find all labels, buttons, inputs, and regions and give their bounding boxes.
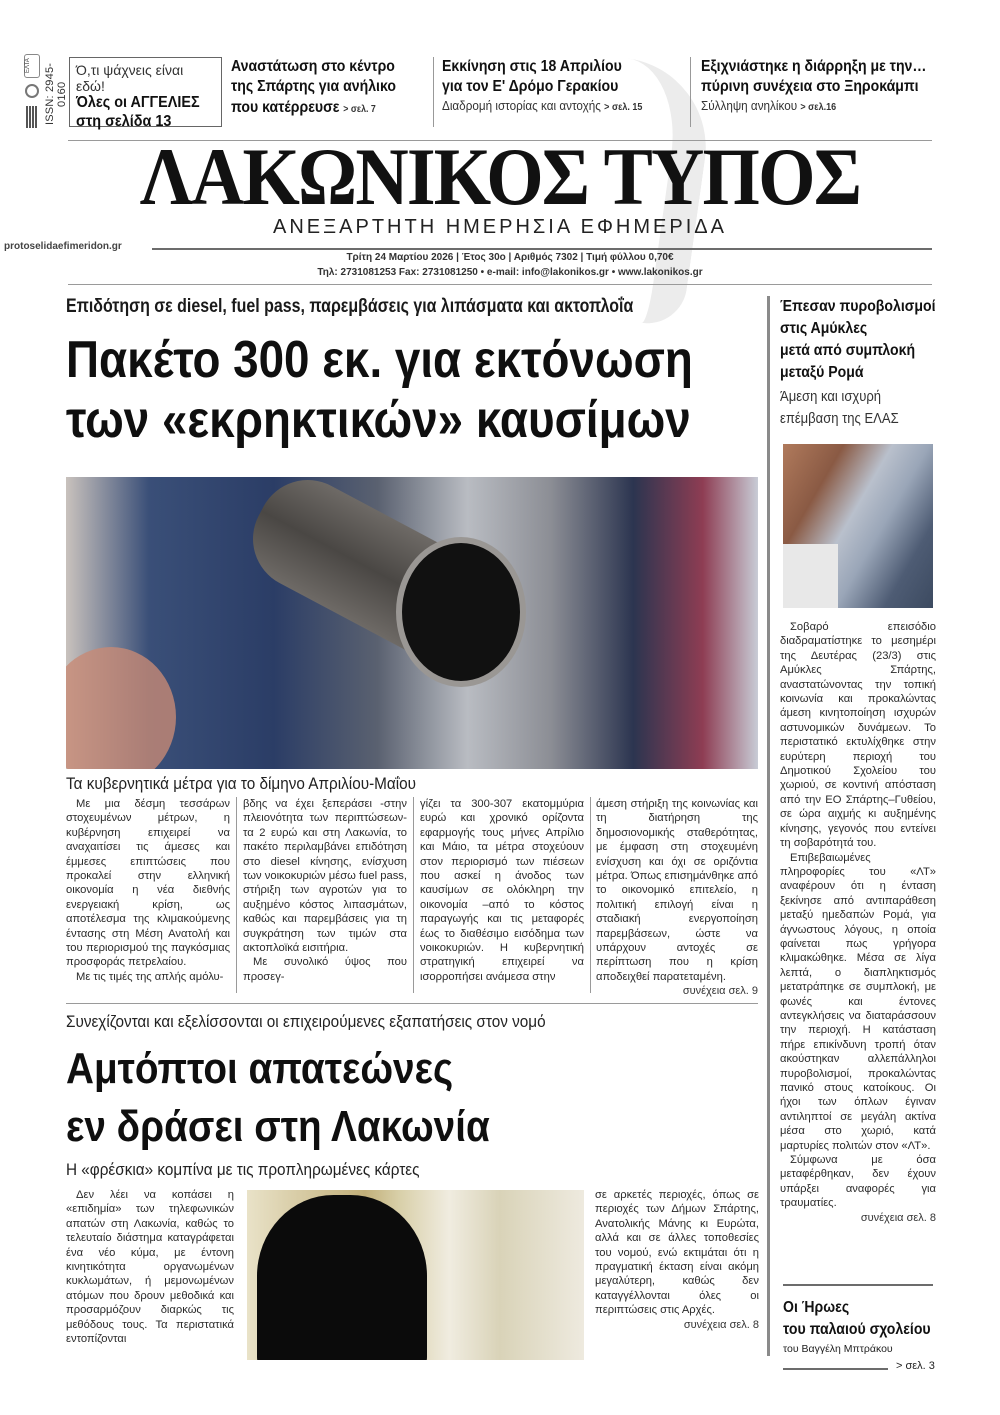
- sidebar-subhead: [780, 386, 899, 430]
- teaser-headline: πύρινη συνέχεια στο Ξηροκάμπι: [701, 78, 919, 96]
- fraud-subhead: Η «φρέσκια» κομπίνα με τις προπληρωμένες κάρτες: [66, 1160, 420, 1179]
- lead-col1-para2: Με τις τιμές της απλής αμόλυ-: [76, 970, 224, 983]
- lead-col1-para1: Με μια δέσμη τεσσάρων στοχευμένων μέτρων, η κυβέρνηση επιχειρεί να αναχαιτίσει τις άμεσες και έμμεσες επιπτώσεις που προκαλεί στην ελληνική οικονομία η νέα διεθνής ενεργειακή κρίση, ως αποτέλεσμα της κλιμακούμενης έντασης στη Μέση Ανατολή και του περιορισμού της παγκόσμιας προσφοράς πετρελαίου.: [66, 798, 230, 969]
- heroes-bottom-rule: [783, 1368, 888, 1370]
- teaser-geraki-race[interactable]: [442, 57, 665, 115]
- lead-column-1: [66, 797, 230, 984]
- column-divider: [236, 797, 237, 993]
- classifieds-promo-line2: Όλες οι ΑΓΓΕΛΙΕΣ: [76, 94, 200, 112]
- heroes-column-promo[interactable]: [783, 1297, 951, 1355]
- phone-silhouette-photo: [247, 1190, 584, 1360]
- sidebar-continued-link[interactable]: συνέχεια σελ. 8: [860, 1211, 936, 1224]
- issn-label: ISSN: 2945-0160: [44, 62, 68, 126]
- handcuffed-arrest-photo: [783, 444, 933, 608]
- lead-column-3: [420, 797, 584, 984]
- teaser-divider: [690, 57, 691, 127]
- heroes-top-rule: [783, 1284, 933, 1286]
- sidebar-headline-line: μετά από συμπλοκή: [780, 342, 916, 359]
- lead-headline-line1: Πακέτο 300 εκ. για εκτόνωση: [66, 331, 693, 389]
- teaser-page-ref: > σελ. 7: [343, 103, 376, 115]
- teaser-subhead: Σύλληψη ανηλίκου: [701, 97, 798, 113]
- heroes-byline: του Βαγγέλη Μπτράκου: [783, 1343, 893, 1355]
- fraud-kicker: Συνεχίζονται και εξελίσσονται οι επιχειρούμενες εξαπατήσεις στον νομό: [66, 1012, 546, 1031]
- classifieds-promo-line3: στη σελίδα 13: [76, 112, 172, 130]
- story-divider: [66, 1003, 758, 1004]
- lead-headline[interactable]: [66, 330, 693, 450]
- teaser-headline: για τον Ε' Δρόμο Γερακίου: [442, 78, 619, 96]
- fraud-col-left-para: Δεν λέει να κοπάσει η «επιδημία» των τηλεφωνικών απατών στη Λακωνία, καθώς το τελευταίο διάστημα καταγράφεται ένα νέο κύμα, με έντονη κινητικότητα οργανωμένων κυκλωμάτων, ή μεμονωμένων ατόμων που δρουν μεθοδικά και προσαρμόζουν διαρκώς τις μεθόδους τους. Τα περιστατικά εντοπίζονται: [66, 1189, 234, 1346]
- classifieds-promo-line1: Ό,τι ψάχνεις είναι εδώ!: [76, 62, 184, 95]
- circle-logo-icon: [25, 84, 39, 98]
- teaser-headline: Αναστάτωση στο κέντρο: [231, 58, 395, 75]
- lead-continued-link[interactable]: συνέχεια σελ. 9: [682, 985, 758, 998]
- teaser-sparta-minor[interactable]: [231, 57, 418, 118]
- teaser-divider: [433, 57, 434, 127]
- sidebar-headline[interactable]: [780, 296, 956, 384]
- heroes-title-line2: του παλαιού σχολείου: [783, 1321, 931, 1338]
- teaser-headline: Εξιχνιάστηκε η διάρρηξη με την…: [701, 58, 927, 75]
- sidebar-para: Επιβεβαιωμένες πληροφορίες του «ΛΤ» αναφέρουν ότι η ένταση ξεκίνησε από αντιπαράθεση μεταξύ ημεδαπών Ρομά, για άγνωστους λόγους, η οποία φαίνεται πως γρήγορα κλιμακώθηκε. Μέσα σε λίγα λεπτά, ο διαπληκτισμός μετατράπηκε σε συμπλοκή, με φωνές και έντονες αντεγκλήσεις να διαταράσσουν την περιοχή. Η κατάσταση πήρε επικίνδυνη τροπή όταν ακούστηκαν αλλεπάλληλοι πυροβολισμοί, προκαλώντας πανικό στους κατοίκους. Οι ήχοι των όπλων έγιναν αντιληπτοί σε μεγάλη ακτίνα μέσα στο χωριό, κατά μαρτυρίες πολιτών στον «ΛΤ».: [780, 851, 936, 1152]
- sidebar-body: [780, 620, 936, 1225]
- publisher-strip: [24, 52, 68, 136]
- lead-column-4: [596, 797, 758, 999]
- heroes-page-ref[interactable]: > σελ. 3: [896, 1360, 935, 1372]
- sidebar-para: Σοβαρό επεισόδιο διαδραματίστηκε το μεσημέρι της Δευτέρας (23/3) στις Αμύκλες Σπάρτης, αναστατώνοντας την τοπική κοινωνία και προκαλώντας άμεση κινητοποίηση ισχυρών αστυνομικών δυνάμεων. Το περιστατικό εκτυλίχθηκε στην ευρύτερη περιοχή του Δημοτικού Σχολείου του χωριού, σε κοντινή απόσταση από την ΕΟ Σπάρτης–Γυθείου, σε ώρα αιχμής κι αυξημένης κίνησης, γεγονός που εντείνει τη σοβαρότητά του.: [780, 621, 936, 850]
- masthead-bottom-rule: [68, 284, 932, 285]
- sidebar-headline-line: στις Αμύκλες: [780, 320, 868, 337]
- newspaper-tagline: ΑΝΕΞΑΡΤΗΤΗ ΗΜΕΡΗΣΙΑ ΕΦΗΜΕΡΙΔΑ: [273, 216, 727, 238]
- sidebar-subhead-line: επέμβαση της ΕΛΑΣ: [780, 411, 899, 427]
- lead-headline-line2: των «εκρηκτικών» καυσίμων: [66, 391, 691, 449]
- teaser-headline: που κατέρρευσε: [231, 98, 340, 116]
- contact-info: Τηλ: 2731081253 Fax: 2731081250 • e-mail: info@lakonikos.gr • www.lakonikos.gr: [317, 267, 703, 278]
- teaser-page-ref: > σελ.16: [800, 101, 837, 113]
- sidebar-headline-line: μεταξύ Ρομά: [780, 364, 864, 381]
- teaser-headline: της Σπάρτης για ανήλικο: [231, 78, 396, 96]
- lead-subhead: Τα κυβερνητικά μέτρα για το δίμηνο Απριλίου-Μαΐου: [66, 774, 417, 793]
- teaser-subhead: Διαδρομή ιστορίας και αντοχής: [442, 97, 601, 113]
- fraud-column-left: [66, 1188, 234, 1346]
- sidebar-divider: [767, 296, 770, 1356]
- newspaper-title: ΛΑΚΩΝΙΚΟΣ ΤΥΠΟΣ: [139, 131, 861, 222]
- sidebar-subhead-line: Άμεση και ισχυρή: [780, 389, 882, 405]
- lead-col2-para1: βδης να έχει ξεπεράσει -στην πλειονότητα των περιπτώσεων- τα 2 ευρώ και στη Λακωνία, το πακέτο περιλαμβάνει επιδότηση στο diesel κίνησης, ενίσχυση των νοικοκυριών μέσω fuel pass, στήριξη των αγροτών για το αυξημένο κόστος λιπασμάτων, καθώς και παρεμβάσεις για τη συγκράτηση των τιμών στα ακτοπλοϊκά εισιτήρια.: [243, 798, 407, 955]
- fraud-headline-line1: Αμτόπτοι απατεώνες: [66, 1044, 454, 1093]
- fraud-column-right: [595, 1188, 759, 1332]
- column-divider: [413, 797, 414, 993]
- classifieds-promo-box[interactable]: [69, 57, 222, 130]
- heroes-title-line1: Οι Ήρωες: [783, 1299, 850, 1316]
- barcode-icon: [26, 106, 38, 128]
- masthead-rule: [152, 248, 932, 250]
- lead-kicker: Επιδότηση σε diesel, fuel pass, παρεμβάσεις για λιπάσματα και ακτοπλοΐα: [66, 296, 634, 317]
- lead-col2-para2: Με συνολικό ύψος που προσεγ-: [243, 956, 407, 983]
- sidebar-para: Σύμφωνα με όσα μεταφέρθηκαν, δεν έχουν υπάρξει αναφορές για τραυματίες.: [780, 1154, 936, 1210]
- fraud-col-right-para: σε αρκετές περιοχές, όπως σε περιοχές των Δήμων Σπάρτης, Ανατολικής Μάνης κι Ευρώτα, αλλά και σε άλλες τοποθεσίες του νομού, ενώ εκτιμάται ότι η πραγματική έκταση είναι ακόμη μεγαλύτερη, καθώς δεν καταγγέλλονται όλες οι περιπτώσεις στις Αρχές.: [595, 1189, 759, 1317]
- fraud-headline-line2: εν δράσει στη Λακωνία: [66, 1102, 490, 1151]
- lead-column-2: [243, 797, 407, 984]
- elta-logo-icon: ΕΛΤΑ: [24, 54, 40, 78]
- fuel-nozzle-photo: [66, 477, 758, 769]
- teaser-headline: Εκκίνηση στις 18 Απριλίου: [442, 58, 622, 75]
- fraud-headline[interactable]: [66, 1040, 682, 1156]
- fraud-continued-link[interactable]: συνέχεια σελ. 8: [683, 1318, 759, 1331]
- sidebar-headline-line: Έπεσαν πυροβολισμοί: [780, 298, 936, 315]
- issue-info: Τρίτη 24 Μαρτίου 2026 | Έτος 30ο | Αριθμός 7302 | Τιμή φύλλου 0,70€: [346, 252, 674, 263]
- lead-col4-para: άμεση στήριξη της κοινωνίας και τη διατήρηση της δημοσιονομικής σταθερότητας, με έμφαση στη στοχευμένη ενίσχυση και όχι σε οριζόντια μέτρα. Όπως επισημάνθηκε από το οικονομικό επιτελείο, η πολιτική επιλογή είναι η σταδιακή ενεργοποίηση παρεμβάσεων, ώστε να υπάρχουν αντοχές σε περίπτωση που η κρίση αποδειχθεί παρατεταμένη.: [596, 798, 758, 983]
- site-credit-link[interactable]: protoselidaefimeridon.gr: [4, 241, 122, 252]
- teaser-page-ref: > σελ. 15: [604, 101, 643, 113]
- teaser-xirokampi-burglary[interactable]: [701, 57, 957, 115]
- lead-col3-para: γίζει τα 300-307 εκατομμύρια ευρώ και χρονικό ορίζοντα εφαρμογής τους μήνες Απρίλιο και Μάιο, τα μέτρα στοχεύουν στον περιορισμό των πιέσεων που ασκεί η άνοδος των καυσίμων σε ολόκληρη την οικονομία –από το κόστος παραγωγής και τις μεταφορές έως το διαθέσιμο εισόδημα των νοικοκυριών. Η κυβερνητική στρατηγική επιχειρεί να ισορροπήσει ανάμεσα στην: [420, 798, 584, 983]
- column-divider: [590, 797, 591, 993]
